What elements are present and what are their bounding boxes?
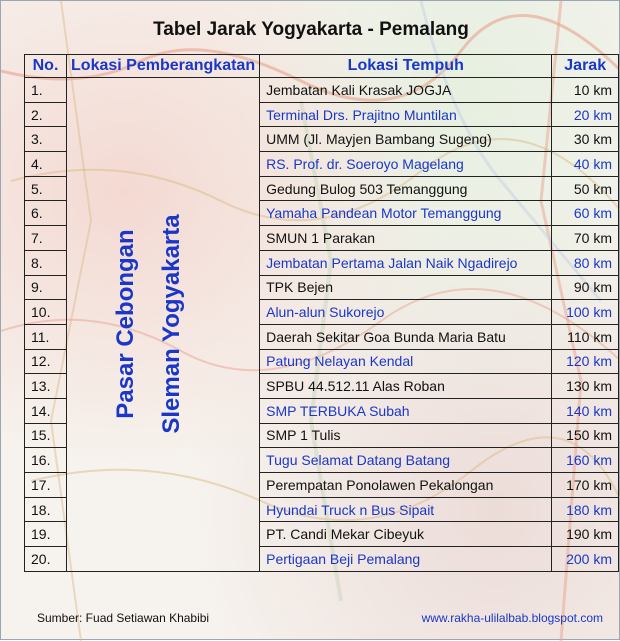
destination-location: Patung Nelayan Kendal <box>260 349 552 374</box>
destination-location: Perempatan Ponolawen Pekalongan <box>260 473 552 498</box>
distance-value: 190 km <box>552 522 619 547</box>
distance-value: 20 km <box>552 102 619 127</box>
distance-value: 60 km <box>552 201 619 226</box>
distance-value: 120 km <box>552 349 619 374</box>
destination-location: PT. Candi Mekar Cibeyuk <box>260 522 552 547</box>
destination-location: Tugu Selamat Datang Batang <box>260 448 552 473</box>
row-number: 16. <box>25 448 67 473</box>
header-no: No. <box>25 55 67 78</box>
distance-value: 170 km <box>552 473 619 498</box>
row-number: 17. <box>25 473 67 498</box>
distance-value: 100 km <box>552 300 619 325</box>
distance-value: 160 km <box>552 448 619 473</box>
destination-location: SMUN 1 Parakan <box>260 226 552 251</box>
row-number: 9. <box>25 275 67 300</box>
destination-location: UMM (Jl. Mayjen Bambang Sugeng) <box>260 127 552 152</box>
distance-value: 180 km <box>552 497 619 522</box>
destination-location: Hyundai Truck n Bus Sipait <box>260 497 552 522</box>
table-row <box>25 78 619 103</box>
destination-location: Jembatan Kali Krasak JOGJA <box>260 78 552 103</box>
row-number: 15. <box>25 423 67 448</box>
page-title: Tabel Jarak Yogyakarta - Pemalang <box>153 19 469 40</box>
destination-location: RS. Prof. dr. Soeroyo Magelang <box>260 152 552 177</box>
distance-value: 40 km <box>552 152 619 177</box>
destination-location: Jembatan Pertama Jalan Naik Ngadirejo <box>260 250 552 275</box>
row-number: 1. <box>25 78 67 103</box>
row-number: 14. <box>25 398 67 423</box>
row-number: 10. <box>25 300 67 325</box>
header-destination: Lokasi Tempuh <box>260 55 552 78</box>
destination-location: Yamaha Pandean Motor Temanggung <box>260 201 552 226</box>
destination-location: Terminal Drs. Prajitno Muntilan <box>260 102 552 127</box>
destination-location: TPK Bejen <box>260 275 552 300</box>
destination-location: Pertigaan Beji Pemalang <box>260 547 552 572</box>
row-number: 6. <box>25 201 67 226</box>
distance-value: 130 km <box>552 374 619 399</box>
destination-location: SMP 1 Tulis <box>260 423 552 448</box>
distance-table <box>24 54 619 572</box>
row-number: 12. <box>25 349 67 374</box>
distance-value: 70 km <box>552 226 619 251</box>
row-number: 4. <box>25 152 67 177</box>
distance-value: 140 km <box>552 398 619 423</box>
destination-location: Alun-alun Sukorejo <box>260 300 552 325</box>
distance-value: 90 km <box>552 275 619 300</box>
row-number: 20. <box>25 547 67 572</box>
row-number: 8. <box>25 250 67 275</box>
table-body <box>25 78 619 572</box>
distance-value: 10 km <box>552 78 619 103</box>
origin-line-1: Pasar Cebongan <box>112 229 140 420</box>
destination-location: SMP TERBUKA Subah <box>260 398 552 423</box>
header-origin: Lokasi Pemberangkatan <box>67 55 260 78</box>
origin-line-2: Sleman Yogyakarta <box>158 214 186 434</box>
destination-location: Gedung Bulog 503 Temanggung <box>260 176 552 201</box>
destination-location: SPBU 44.512.11 Alas Roban <box>260 374 552 399</box>
distance-value: 30 km <box>552 127 619 152</box>
origin-label <box>73 85 223 563</box>
destination-location: Daerah Sekitar Goa Bunda Maria Batu <box>260 324 552 349</box>
row-number: 2. <box>25 102 67 127</box>
row-number: 7. <box>25 226 67 251</box>
table-header-row <box>25 55 619 78</box>
header-distance: Jarak <box>552 55 619 78</box>
distance-value: 150 km <box>552 423 619 448</box>
distance-value: 80 km <box>552 250 619 275</box>
origin-cell <box>67 78 260 572</box>
row-number: 3. <box>25 127 67 152</box>
source-credit: Sumber: Fuad Setiawan Khabibi <box>37 611 210 625</box>
row-number: 5. <box>25 176 67 201</box>
distance-value: 50 km <box>552 176 619 201</box>
row-number: 19. <box>25 522 67 547</box>
distance-value: 110 km <box>552 324 619 349</box>
website-link[interactable]: www.rakha-ulilalbab.blogspot.com <box>421 611 603 625</box>
row-number: 18. <box>25 497 67 522</box>
distance-value: 200 km <box>552 547 619 572</box>
row-number: 13. <box>25 374 67 399</box>
row-number: 11. <box>25 324 67 349</box>
